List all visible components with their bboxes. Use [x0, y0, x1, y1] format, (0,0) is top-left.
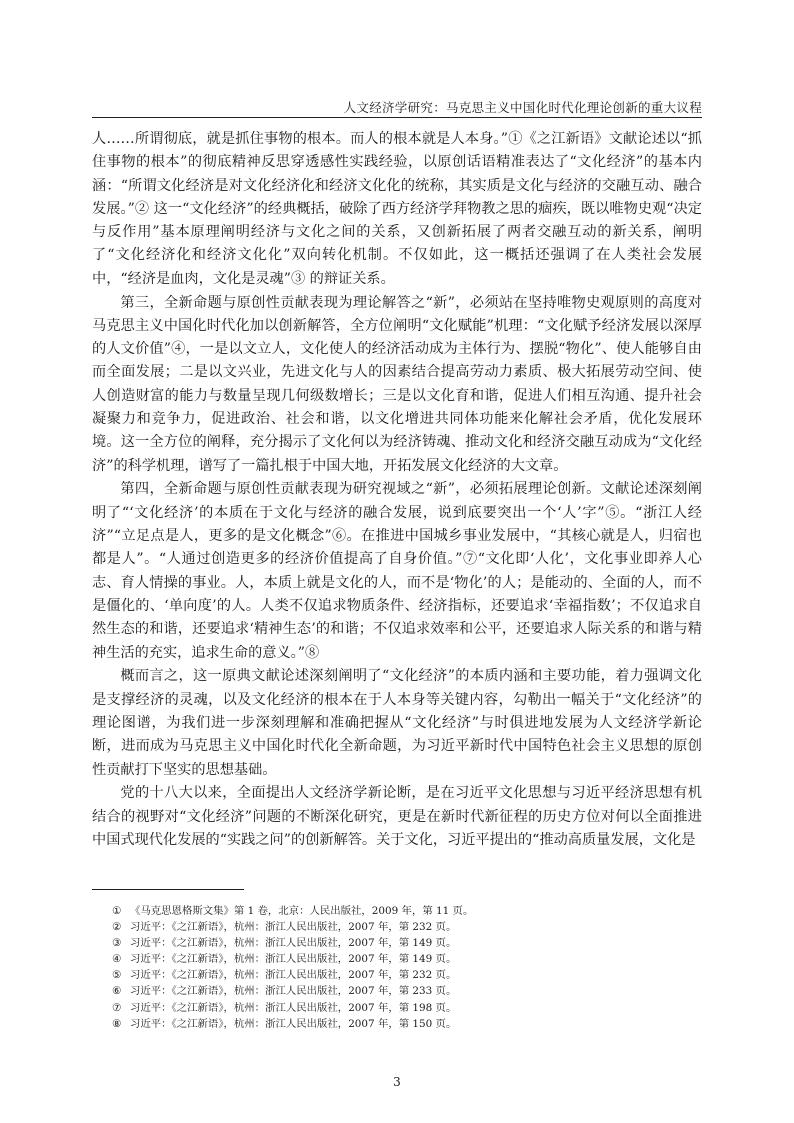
footnote — [92, 935, 702, 951]
footnote-text: 习近平：《之江新语》，杭州：浙江人民出版社，2007 年，第 198 页。 — [130, 1001, 457, 1014]
footnote-mark: ⑤ — [112, 969, 122, 982]
paragraph-continued: 人……所谓彻底，就是抓住事物的根本。而人的根本就是人本身。”①《之江新语》文献论述以“抓住事物的根本”的彻底精神反思穿透感性实践经验，以原创话语精准表达了“文化经济”的基本内涵：“所谓文化经济是对文化经济化和经济文化化的统称，其实质是文化与经济的交融互动、融合发展。”② 这一“文化经济”的经典概括，破除了西方经济学拜物教之思的痼疾，既以唯物史观“决定与反作用”基本原理阐明经济与文化之间的关系，又创新拓展了两者交融互动的新关系，阐明了“文化经济化和经济文化化”双向转化机制。不仅如此，这一概括还强调了在人类社会发展中，“经济是血肉，文化是灵魂”③ 的辩证关系。 — [92, 131, 702, 287]
body-text — [92, 128, 702, 852]
footnote-text: 习近平：《之江新语》，杭州：浙江人民出版社，2007 年，第 232 页。 — [130, 921, 457, 934]
footnote — [92, 967, 702, 983]
footnote-text: 习近平：《之江新语》，杭州：浙江人民出版社，2007 年，第 149 页。 — [130, 953, 457, 966]
footnote — [92, 951, 702, 967]
footnote-text: 习近平：《之江新语》，杭州：浙江人民出版社，2007 年，第 233 页。 — [130, 985, 457, 998]
footnote — [92, 919, 702, 935]
footnotes — [92, 903, 702, 1032]
footnote-mark: ④ — [112, 953, 122, 966]
footnote — [92, 1016, 702, 1032]
footnote-text: 《马克思恩格斯文集》第 1 卷，北京：人民出版社，2009 年，第 11 页。 — [130, 905, 474, 917]
footnote-text: 习近平：《之江新语》，杭州：浙江人民出版社，2007 年，第 149 页。 — [130, 937, 457, 950]
footnote-text: 习近平：《之江新语》，杭州：浙江人民出版社，2007 年，第 232 页。 — [130, 969, 457, 982]
paragraph-eighteenth-congress: 党的十八大以来，全面提出人文经济学新论断，是在习近平文化思想与习近平经济思想有机结合的视野对“文化经济”问题的不断深化研究，更是在新时代新征程的历史方位对何以全面推进中国式现代化发展的“实践之问”的创新解答。关于文化，习近平提出的“推动高质量发展，文化是 — [92, 785, 702, 848]
running-title: 人文经济学研究：马克思主义中国化时代化理论创新的重大议程 — [343, 100, 702, 115]
footnote — [92, 1000, 702, 1016]
footnote — [92, 983, 702, 999]
footnote-mark: ⑦ — [112, 1001, 122, 1014]
footnote-text: 习近平：《之江新语》，杭州：浙江人民出版社，2007 年，第 150 页。 — [130, 1017, 457, 1030]
footnote-mark: ① — [112, 905, 122, 917]
footnote-mark: ⑧ — [112, 1017, 122, 1030]
paragraph-fourth-contribution: 第四，全新命题与原创性贡献表现为研究视域之“新”，必须拓展理论创新。文献论述深刻阐明了“‘文化经济’的本质在于文化与经济的融合发展，说到底要突出一个‘人’字”⑤。“浙江人经济”“立足点是人，更多的是文化概念”⑥。在推进中国城乡事业发展中，“其核心就是人，归宿也都是人”。“人通过创造更多的经济价值提高了自身价值。”⑦“文化即‘人化’，文化事业即养人心志、育人情操的事业。人，本质上就是文化的人，而不是‘物化’的人；是能动的、全面的人，而不是僵化的、‘单向度’的人。人类不仅追求物质条件、经济指标，还要追求‘幸福指数’；不仅追求自然生态的和谐，还要追求‘精神生态’的和谐；不仅追求效率和公平，还要追求人际关系的和谐与精神生活的充实，追求生命的意义。”⑧ — [92, 481, 702, 661]
page-number: 3 — [393, 1075, 401, 1089]
footnote-divider — [92, 889, 244, 890]
header-divider — [92, 117, 702, 118]
footnote — [92, 903, 702, 919]
paragraph-third-contribution: 第三，全新命题与原创性贡献表现为理论解答之“新”，必须站在坚持唯物史观原则的高度对马克思主义中国化时代化加以创新解答，全方位阐明“文化赋能”机理：“文化赋予经济发展以深厚的人文价值”④，一是以文立人，文化使人的经济活动成为主体行为、摆脱“物化”、使人能够自由而全面发展；二是以文兴业，先进文化与人的因素结合提高劳动力素质、极大拓展劳动空间、使人创造财富的能力与数量呈现几何级数增长；三是以文化育和谐，促进人们相互沟通、提升社会凝聚力和竞争力，促进政治、社会和谐，以文化增进共同体功能来化解社会矛盾，优化发展环境。这一全方位的阐释，充分揭示了文化何以为经济铸魂、推动文化和经济交融互动成为“文化经济”的科学机理，谱写了一篇扎根于中国大地，开拓发展文化经济的大文章。 — [92, 294, 702, 474]
footnote-mark: ② — [112, 921, 122, 934]
footnote-mark: ③ — [112, 937, 122, 950]
paragraph-summary: 概而言之，这一原典文献论述深刻阐明了“文化经济”的本质内涵和主要功能，着力强调文化是支撑经济的灵魂，以及文化经济的根本在于人本身等关键内容，勾勒出一幅关于“文化经济”的理论图谱，为我们进一步深刻理解和准确把握从“文化经济”与时俱进地发展为人文经济学新论断，进而成为马克思主义中国化时代化全新命题，为习近平新时代中国特色社会主义思想的原创性贡献打下坚实的思想基础。 — [92, 668, 702, 778]
footnote-mark: ⑥ — [112, 985, 122, 998]
